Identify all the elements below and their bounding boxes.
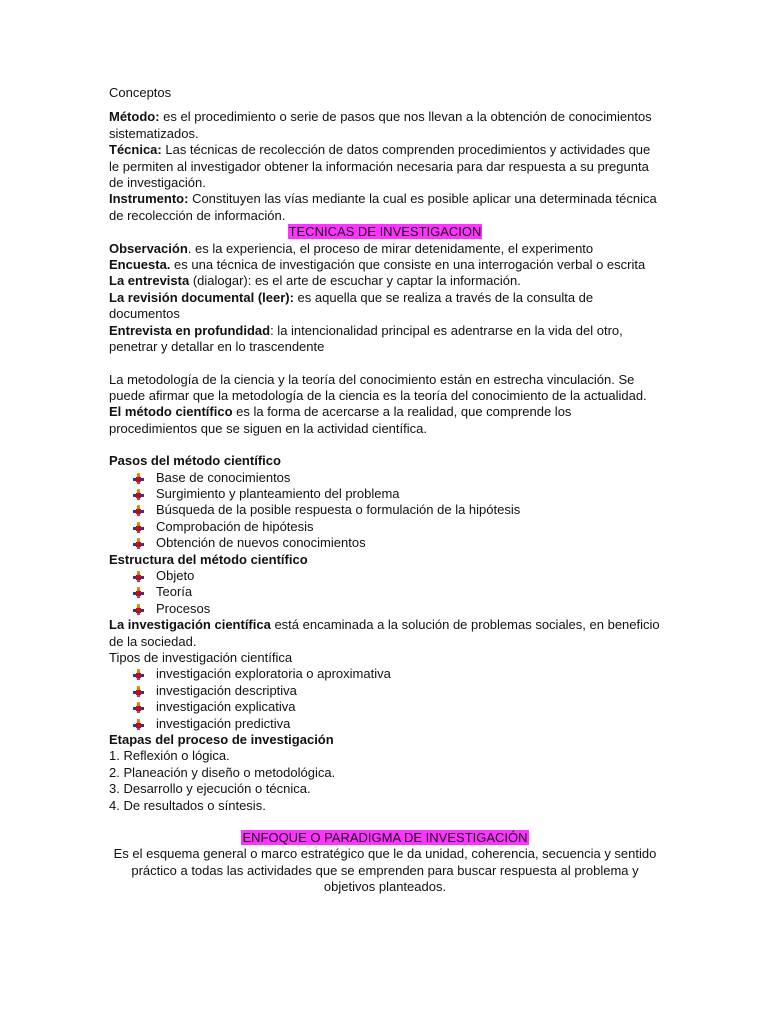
tecnica-text: es una técnica de investigación que consiste en una interrogación verbal o escrita <box>170 257 646 273</box>
list-item-text: Búsqueda de la posible respuesta o formulación de la hipótesis <box>156 502 521 518</box>
definition-text: Constituyen las vías mediante la cual es posible aplicar una determinada técnica de recolección de información. <box>109 191 657 223</box>
enfoque-text: Es el esquema general o marco estratégico que le da unidad, coherencia, secuencia y sentido práctico a todas las actividades que se emprenden para buscar respuesta al problema y objetivos planteados. <box>113 846 657 895</box>
list-item-text: investigación descriptiva <box>156 682 297 698</box>
etapas-heading-text: Etapas del proceso de investigación <box>109 732 334 748</box>
definition-text: es el procedimiento o serie de pasos que nos llevan a la obtención de conocimientos sistematizados. <box>109 109 652 141</box>
definition-text: Las técnicas de recolección de datos comprenden procedimientos y actividades que le permiten al investigador obtener la información necesaria para dar respuesta a su pregunta de investigación. <box>109 142 651 191</box>
enfoque-heading-line <box>109 830 661 846</box>
tecnica-text: es aquella que se realiza a través de la consulta de documentos <box>109 289 594 322</box>
list-item-text: investigación exploratoria o aproximativa <box>156 666 391 682</box>
tecnica-term: La entrevista <box>109 273 190 289</box>
plus-cross-bullet-icon <box>133 669 144 680</box>
tecnica-observacion <box>109 241 661 257</box>
tipos-heading: Tipos de investigación científica <box>109 650 293 665</box>
definition-instrumento <box>109 191 661 224</box>
tecnica-profundidad <box>109 323 661 356</box>
tecnica-term: Encuesta. <box>109 257 171 273</box>
plus-cross-bullet-icon <box>133 604 144 615</box>
list-item <box>133 568 661 584</box>
tecnica-term: Observación <box>109 240 188 256</box>
estructura-heading <box>109 552 661 568</box>
definition-term: Técnica: <box>109 142 162 158</box>
estructura-list <box>109 568 661 617</box>
investigacion-paragraph <box>109 617 661 650</box>
list-item-text: Comprobación de hipótesis <box>156 518 314 534</box>
tecnicas-heading-line <box>109 224 661 240</box>
list-item <box>133 519 661 535</box>
definition-term: Método: <box>109 109 160 125</box>
etapa-item: 1. Reflexión o lógica. <box>109 748 230 764</box>
plus-cross-bullet-icon <box>133 686 144 697</box>
tecnica-text: (dialogar): es el arte de escuchar y captar la información. <box>189 273 521 289</box>
tecnica-text: . es la experiencia, el proceso de mirar detenidamente, el experimento <box>187 240 594 256</box>
tecnica-entrevista <box>109 273 661 289</box>
tecnica-encuesta <box>109 257 661 273</box>
list-item <box>133 716 661 732</box>
list-item <box>133 699 661 715</box>
list-item-text: Base de conocimientos <box>156 469 291 485</box>
metodo-cientifico-paragraph <box>109 404 661 437</box>
list-item <box>133 486 661 502</box>
investigacion-text: está encaminada a la solución de problemas sociales, en beneficio de la sociedad. <box>109 617 660 649</box>
list-item <box>133 470 661 486</box>
document-page <box>109 85 661 896</box>
list-item-text: Objeto <box>156 567 195 583</box>
pasos-heading-text: Pasos del método científico <box>109 453 281 469</box>
definition-metodo <box>109 109 661 142</box>
list-item <box>133 502 661 518</box>
list-item-text: investigación explicativa <box>156 699 296 715</box>
investigacion-term: La investigación científica <box>109 617 271 633</box>
etapa-item: 4. De resultados o síntesis. <box>109 797 266 813</box>
tecnicas-heading: TECNICAS DE INVESTIGACION <box>288 224 482 240</box>
etapas-heading <box>109 732 661 748</box>
plus-cross-bullet-icon <box>133 473 144 484</box>
list-item-text: Obtención de nuevos conocimientos <box>156 535 366 551</box>
tipos-list <box>109 666 661 732</box>
metodo-cientifico-term: El método científico <box>109 404 233 420</box>
list-item <box>133 683 661 699</box>
tecnica-term: La revisión documental (leer): <box>109 289 294 305</box>
list-item <box>133 601 661 617</box>
enfoque-heading: ENFOQUE O PARADIGMA DE INVESTIGACIÓN <box>242 830 528 846</box>
plus-cross-bullet-icon <box>133 702 144 713</box>
metodologia-paragraph: La metodología de la ciencia y la teoría del conocimiento están en estrecha vinculación. Se puede afirmar que la metodología de la ciencia es la teoría del conocimiento de la actualidad. <box>109 371 647 403</box>
plus-cross-bullet-icon <box>133 587 144 598</box>
plus-cross-bullet-icon <box>133 505 144 516</box>
pasos-heading <box>109 453 661 469</box>
pasos-list <box>109 470 661 552</box>
doc-title: Conceptos <box>109 85 172 100</box>
list-item <box>133 666 661 682</box>
list-item-text: Procesos <box>156 600 211 616</box>
plus-cross-bullet-icon <box>133 719 144 730</box>
plus-cross-bullet-icon <box>133 522 144 533</box>
list-item-text: Surgimiento y planteamiento del problema <box>156 485 400 501</box>
list-item <box>133 535 661 551</box>
metodo-cientifico-text: es la forma de acercarse a la realidad, que comprende los procedimientos que se siguen en la actividad científica. <box>109 404 572 436</box>
etapa-item: 3. Desarrollo y ejecución o técnica. <box>109 781 311 797</box>
plus-cross-bullet-icon <box>133 538 144 549</box>
definition-term: Instrumento: <box>109 191 189 207</box>
list-item-text: investigación predictiva <box>156 715 291 731</box>
estructura-heading-text: Estructura del método científico <box>109 551 308 567</box>
tecnica-term: Entrevista en profundidad <box>109 322 271 338</box>
definition-tecnica <box>109 142 661 191</box>
tecnica-revision <box>109 290 661 323</box>
tecnica-text: : la intencionalidad principal es adentrarse en la vida del otro, penetrar y detallar en lo trascendente <box>109 322 623 355</box>
plus-cross-bullet-icon <box>133 489 144 500</box>
plus-cross-bullet-icon <box>133 571 144 582</box>
list-item <box>133 584 661 600</box>
list-item-text: Teoría <box>156 584 193 600</box>
etapa-item: 2. Planeación y diseño o metodológica. <box>109 764 336 780</box>
